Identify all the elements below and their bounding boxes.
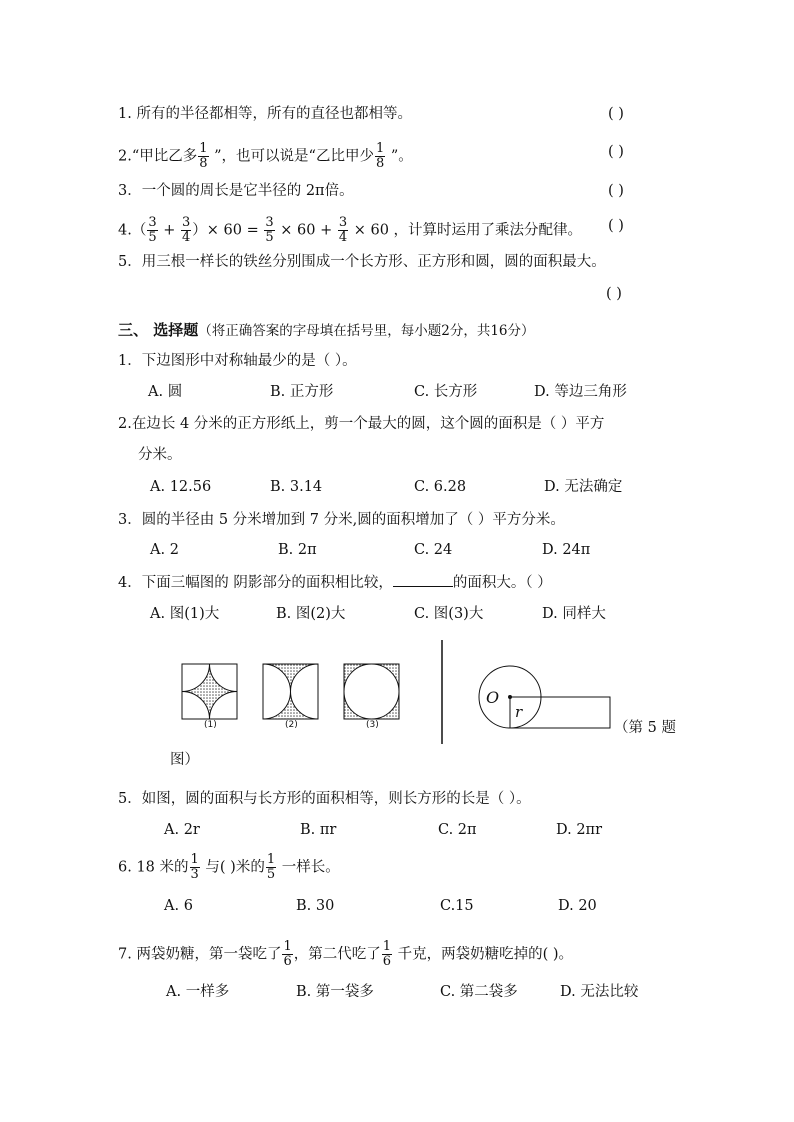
figure-2-caption: (2) [285,720,298,730]
choice-q1-option-b: B. 正方形 [270,384,334,400]
figure-3 [344,664,399,719]
section3-title: 三、 选择题 [118,321,199,339]
judge-q4-frac2: $\frac{3}{4}$ [182,215,191,245]
section3-heading [118,320,535,341]
choice-q1-option-d: D. 等边三角形 [534,384,627,400]
choice-q5-text: 5．如图，圆的面积与长方形的面积相等，则长方形的长是（ ）。 [118,791,531,807]
choice-q6-text: 6. 18 米的 $\frac{1}{3}$ 与( )米的 $\frac{1}{5}$ 一样长。 [118,852,340,882]
judge-q4-frac4: $\frac{3}{4}$ [338,215,348,245]
choice-q5-option-d: D. 2πr [556,822,603,838]
judge-q4-frac1: $\frac{3}{5}$ [148,215,157,245]
figure-2 [263,664,318,719]
choice-q1-option-a: A. 圆 [148,384,183,400]
choice-q7-text: 7. 两袋奶糖，第一袋吃了 $\frac{1}{6}$ ，第二代吃了 $\frac{1}{6}$ 千克，两袋奶糖吃掉的( )。 [118,939,574,969]
choice-q6-frac2: $\frac{1}{5}$ [266,852,276,882]
choice-q4-option-c: C. 图(3)大 [414,606,484,622]
choice-q6-option-b: B. 30 [296,898,335,914]
choice-q4-text: 4．下面三幅图的 阴影部分的面积相比较， 的面积大。（ ） [118,572,552,593]
choice-q3-option-b: B. 2π [278,542,317,558]
judge-q3-text: 3．一个圆的周长是它半径的 2π倍。 [118,183,354,199]
choice-q5-option-b: B. πr [300,822,337,838]
figure-3-caption: (3) [366,720,379,730]
figure-5-note2: 图） [170,752,199,768]
figure-1-caption: (1) [204,720,217,730]
choice-q4-option-b: B. 图(2)大 [276,606,346,622]
judge-q2-pre: 2.“甲比乙多 [118,148,198,165]
choice-q6-option-d: D. 20 [558,898,597,914]
choice-q4-option-a: A. 图(1)大 [150,606,220,622]
choice-q1-text: 1．下边图形中对称轴最少的是（ ）。 [118,353,357,369]
figure-5-label-o: O [486,688,500,707]
judge-q2-frac1: $\frac{1}{8}$ [199,141,208,171]
choice-q2-option-a: A. 12.56 [150,479,212,495]
choice-q7-option-c: C. 第二袋多 [440,984,518,1000]
judge-q2-text [118,142,413,171]
choice-q7-frac2: $\frac{1}{6}$ [382,939,392,969]
choice-q3-text: 3．圆的半径由 5 分米增加到 7 分米,圆的面积增加了（ ）平方分米。 [118,512,565,528]
choice-q3-option-d: D. 24π [542,542,591,558]
section3-note: （将正确答案的字母填在括号里，每小题2分，共16分） [198,323,535,339]
judge-q1-paren: ( ) [608,106,624,122]
judge-q2-mid: ”，也可以说是“乙比甲少 [209,148,374,165]
choice-q2-text2: 分米。 [138,447,182,463]
choice-q5-option-c: C. 2π [438,822,477,838]
choice-q6-option-a: A. 6 [164,898,193,914]
figure-1 [182,664,237,719]
choice-q7-option-a: A. 一样多 [166,984,230,1000]
choice-q7-option-d: D. 无法比较 [560,984,639,1000]
choice-q3-option-a: A. 2 [150,542,179,558]
choice-q2-option-c: C. 6.28 [414,479,467,495]
choice-q3-option-c: C. 24 [414,542,453,558]
choice-q5-option-a: A. 2r [164,822,200,838]
choice-q7-option-b: B. 第一袋多 [296,984,374,1000]
judge-q5-text: 5．用三根一样长的铁丝分别围成一个长方形、正方形和圆，圆的面积最大。 [118,254,606,270]
choice-q4-option-d: D. 同样大 [542,606,606,622]
judge-q2-frac2: $\frac{1}{8}$ [375,141,385,171]
choice-q7-frac1: $\frac{1}{6}$ [283,939,292,969]
judge-q4-frac3: $\frac{3}{5}$ [265,215,274,245]
choice-q2-text: 2.在边长 4 分米的正方形纸上，剪一个最大的圆，这个圆的面积是（ ）平方 [118,416,605,432]
choice-q4-blank [393,572,453,587]
judge-q3-paren: ( ) [608,183,624,199]
choice-q2-option-d: D. 无法确定 [544,479,623,495]
judge-q1-text: 1. 所有的半径都相等，所有的直径也都相等。 [118,106,412,122]
judge-q2-post: ”。 [386,148,413,165]
judge-q2-paren: ( ) [608,144,624,160]
choice-q2-option-b: B. 3.14 [270,479,323,495]
judge-q4-text: 4.（ $\frac{3}{5}$ + $\frac{3}{4}$ ）× 60 = $\frac{3}{5}$ × 60 + $\frac{3}{4}$ × 60 ，计算时运用了乘法分配律。 [118,215,583,245]
judge-q5-paren: ( ) [606,286,622,302]
figure-5-label-r: r [515,703,523,721]
choice-q6-frac1: $\frac{1}{3}$ [190,852,199,882]
choice-q1-option-c: C. 长方形 [414,384,478,400]
figure-5-note: （第 5 题 [614,720,676,736]
judge-q4-paren: ( ) [608,218,624,234]
choice-q6-option-c: C.15 [440,898,474,914]
